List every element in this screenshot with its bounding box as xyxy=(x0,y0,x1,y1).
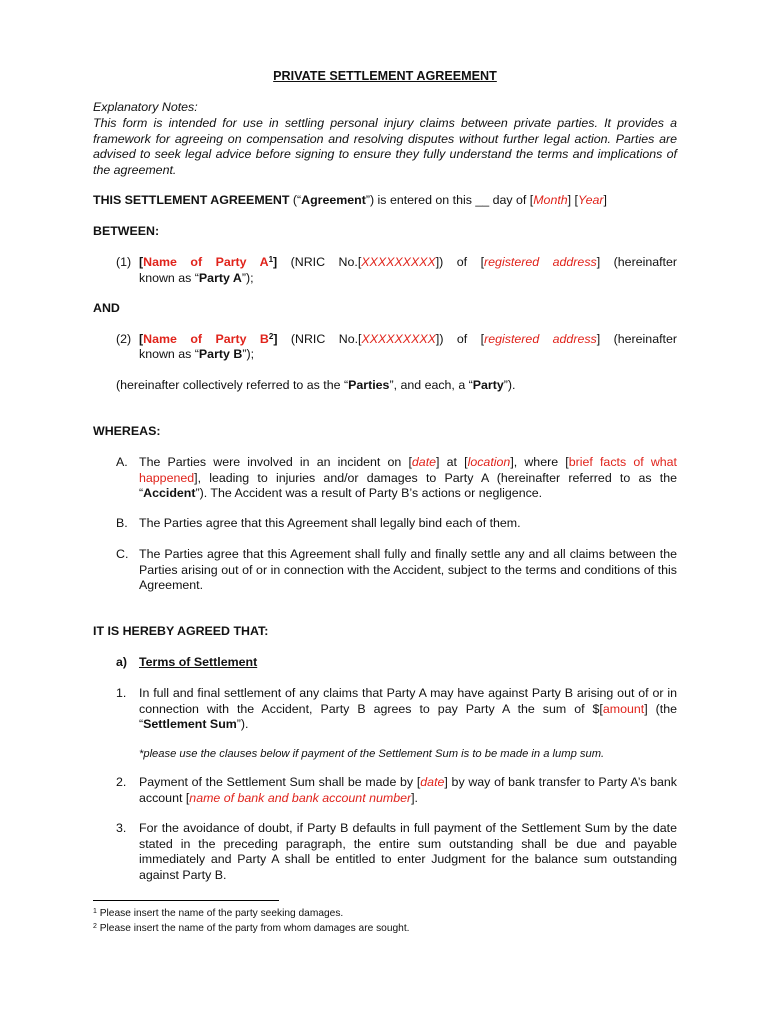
intro-text: ”) is entered on this __ day of [ xyxy=(365,193,534,207)
party2-text: known as “ xyxy=(139,347,199,361)
notes-text: This form is intended for use in settling personal injury claims between private parties. It provides a framework for agreeing on compensation and resolving disputes without further legal action. Parties are advised to seek legal advice before signing to ensure they fully understand the terms and implications of the agreement. xyxy=(93,116,677,177)
section-a-label: a) xyxy=(116,655,128,669)
intro-line xyxy=(93,193,693,209)
party1-line2 xyxy=(139,271,254,287)
year-placeholder: Year xyxy=(578,193,604,207)
recital-b-text: The Parties agree that this Agreement shall legally bind each of them. xyxy=(139,516,521,530)
party2-number: (2) xyxy=(116,332,132,346)
month-placeholder: Month xyxy=(533,193,568,207)
whereas-heading: WHEREAS: xyxy=(93,424,161,438)
party2-defined-term: Party B xyxy=(198,347,243,361)
footnote-ref: 2 xyxy=(268,332,274,341)
footnote-2 xyxy=(93,922,693,935)
recital-c-text: The Parties agree that this Agreement shall fully and finally settle any and all claims between the Parties arising out of or in connection with the Accident, subject to the terms and conditions of this Agreement. xyxy=(139,547,677,593)
party1-text: (NRIC No.[ xyxy=(277,255,362,269)
clause-3-number: 3. xyxy=(116,821,127,835)
facts-placeholder: brief facts of what happened xyxy=(139,455,677,485)
party2-text: ]) of [ xyxy=(435,332,485,346)
party2-address-placeholder: registered address xyxy=(484,332,597,346)
footnote-1 xyxy=(93,907,693,920)
footnote-divider xyxy=(93,900,279,901)
recital-c-number: C. xyxy=(116,547,129,561)
clause-3-text: For the avoidance of doubt, if Party B defaults in full payment of the Settlement Sum by the date stated in the preceding paragraph, the entire sum outstanding shall be due and payable immediately and Party A shall be entitled to enter Judgment for the balance sum outstanding against Party B. xyxy=(139,821,677,882)
clause-text: In full and final settlement of any claims that Party A may have against Party B arising out of or in connection with the Accident, Party B agrees to pay Party A the sum of $[ xyxy=(139,686,677,716)
recital-a-text xyxy=(139,455,677,502)
section-a-title: Terms of Settlement xyxy=(139,655,258,669)
party1-text: ”); xyxy=(241,271,254,285)
party1-line1 xyxy=(139,255,677,271)
party2-nric-placeholder: XXXXXXXXX xyxy=(361,332,436,346)
recital-b-number: B. xyxy=(116,516,128,530)
intro-text: (“ xyxy=(289,193,302,207)
party2-line1 xyxy=(139,332,677,348)
intro-defined-term: Agreement xyxy=(301,193,366,207)
party2-text: ] (hereinafter xyxy=(596,332,677,346)
bracket: [ xyxy=(139,255,144,269)
clause-1-text xyxy=(139,686,677,733)
amount-placeholder: amount xyxy=(602,701,645,716)
clause-text: ]. xyxy=(411,790,418,805)
party2-text: ”); xyxy=(242,347,255,361)
party2-text: (NRIC No.[ xyxy=(277,332,362,346)
notes-heading: Explanatory Notes: xyxy=(93,100,198,114)
footnote-text: Please insert the name of the party seeking damages. xyxy=(99,908,344,919)
party1-name-placeholder: Name of Party A xyxy=(143,255,269,269)
footnote-text: Please insert the name of the party from whom damages are sought. xyxy=(99,923,410,934)
party-defined-term: Party xyxy=(472,378,504,392)
party1-text: ] (hereinafter xyxy=(596,255,678,269)
party2-name-placeholder: Name of Party B xyxy=(143,332,269,346)
bracket: ] xyxy=(273,255,278,269)
party1-address-placeholder: registered address xyxy=(484,255,597,269)
document-title: PRIVATE SETTLEMENT AGREEMENT xyxy=(273,69,497,83)
settlement-sum-defined-term: Settlement Sum xyxy=(143,717,237,732)
recital-text: ], where [ xyxy=(510,455,569,469)
party1-text: ]) of [ xyxy=(435,255,485,269)
clause-text: ] by way of bank transfer to Party A’s bank account [ xyxy=(139,775,678,805)
agreed-heading: IT IS HEREBY AGREED THAT: xyxy=(93,624,269,638)
date-placeholder: date xyxy=(411,455,437,469)
recital-text: The Parties were involved in an incident on [ xyxy=(139,455,412,469)
party1-defined-term: Party A xyxy=(198,271,242,285)
lump-sum-note: *please use the clauses below if payment of the Settlement Sum is to be made in a lump sum. xyxy=(139,748,605,760)
clause-2-number: 2. xyxy=(116,775,127,789)
bracket: ] xyxy=(273,332,278,346)
clause-text: Payment of the Settlement Sum shall be made by [ xyxy=(139,775,421,789)
recital-a-number: A. xyxy=(116,455,128,469)
footnote-mark: 2 xyxy=(93,923,97,930)
collective-definition xyxy=(116,378,515,394)
recital-text: ] at [ xyxy=(436,455,468,469)
clause-text: ”). xyxy=(236,717,249,732)
parties-defined-term: Parties xyxy=(348,378,390,392)
party1-number: (1) xyxy=(116,255,132,269)
date-placeholder: date xyxy=(420,775,445,789)
recital-text: ], leading to injuries and/or damages to Party A (hereinafter referred to as the “ xyxy=(139,470,677,501)
party2-line2 xyxy=(139,347,254,363)
footnote-mark: 1 xyxy=(93,908,97,915)
between-heading: BETWEEN: xyxy=(93,224,160,238)
accident-defined-term: Accident xyxy=(143,486,196,501)
recital-text: ”). The Accident was a result of Party B’s actions or negligence. xyxy=(195,486,543,501)
intro-text: ] xyxy=(603,193,607,207)
bracket: [ xyxy=(139,332,144,346)
clause-1-number: 1. xyxy=(116,686,127,700)
intro-title: THIS SETTLEMENT AGREEMENT xyxy=(93,193,290,207)
collective-text: ”, and each, a “ xyxy=(389,378,473,392)
location-placeholder: location xyxy=(467,455,511,469)
party1-text: known as “ xyxy=(139,271,199,285)
and-heading: AND xyxy=(93,301,120,315)
clause-2-text xyxy=(139,775,677,806)
clause-text: ] (the “ xyxy=(139,701,677,732)
collective-text: (hereinafter collectively referred to as the “ xyxy=(116,378,349,392)
intro-text: ] [ xyxy=(567,193,578,207)
collective-text: ”). xyxy=(503,378,516,392)
bank-placeholder: name of bank and bank account number xyxy=(189,790,412,805)
party1-nric-placeholder: XXXXXXXXX xyxy=(361,255,436,269)
footnote-ref: 1 xyxy=(268,255,274,264)
